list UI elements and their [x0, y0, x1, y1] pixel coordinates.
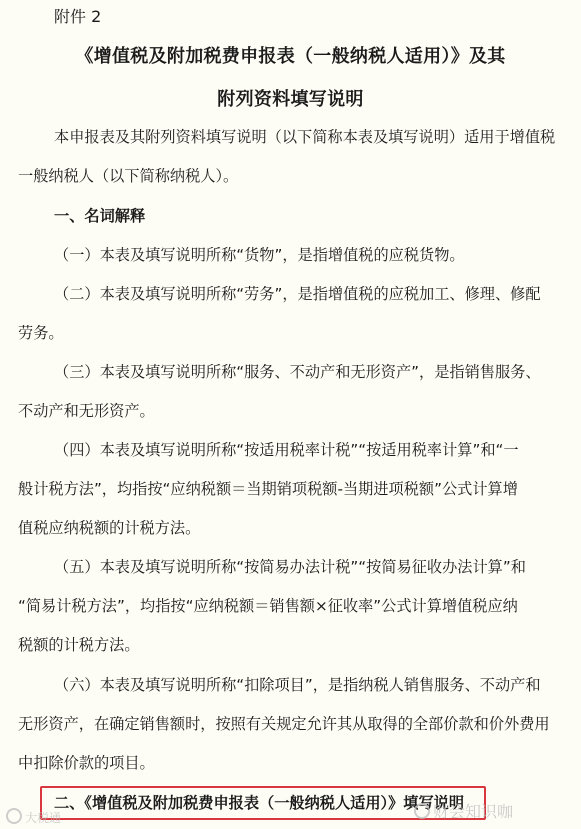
watermark-left-text: 大税通 [25, 811, 62, 825]
item4-line3: 值税应纳税额的计税方法。 [18, 519, 201, 537]
document-title-line1: 《增值税及附加税费申报表（一般纳税人适用）》及其 [75, 46, 506, 67]
item1-line1: （一）本表及填写说明所称“货物”，是指增值税的应税货物。 [54, 246, 465, 264]
intro-paragraph-line2: 一般纳税人（以下简称纳税人）。 [18, 167, 239, 185]
section1-heading: 一、名词解释 [54, 207, 146, 225]
item2-line2: 劳务。 [18, 324, 64, 342]
item4-line2: 般计税方法”，均指按“应纳税额＝当期销项税额-当期进项税额”公式计算增 [18, 480, 518, 498]
item6-line2: 无形资产，在确定销售额时，按照有关规定允许其从取得的全部价款和价外费用 [18, 715, 550, 733]
document-title-line2: 附列资料填写说明 [217, 89, 364, 110]
watermark-right [414, 799, 513, 822]
item2-line1: （二）本表及填写说明所称“劳务”，是指增值税的应税加工、修理、修配 [54, 285, 541, 303]
watermark-left [6, 808, 61, 826]
item4-line1: （四）本表及填写说明所称“按适用税率计税”“按适用税率计算”和“一 [54, 441, 519, 459]
watermark-right-text: 财会知识咖 [433, 802, 514, 821]
intro-paragraph-line1: 本申报表及其附列资料填写说明（以下简称本表及填写说明）适用于增值税 [54, 128, 556, 146]
item6-line1: （六）本表及填写说明所称“扣除项目”，是指纳税人销售服务、不动产和 [54, 676, 541, 694]
item3-line2: 不动产和无形资产。 [18, 402, 155, 420]
item5-line3: 税额的计税方法。 [18, 636, 140, 654]
attachment-label: 附件 2 [54, 7, 102, 26]
item5-line1: （五）本表及填写说明所称“按简易办法计税”“按简易征收办法计算”和 [54, 558, 526, 576]
item5-line2: “简易计税方法”，均指按“应纳税额＝销售额×征收率”公式计算增值税应纳 [18, 597, 518, 615]
wechat-logo-icon [414, 803, 430, 819]
item6-line3: 中扣除价款的项目。 [18, 754, 155, 772]
watermark-logo-icon [6, 808, 22, 824]
item3-line1: （三）本表及填写说明所称“服务、不动产和无形资产”，是指销售服务、 [54, 363, 541, 381]
section2-heading: 二、《增值税及附加税费申报表（一般纳税人适用）》填写说明 [54, 794, 465, 812]
